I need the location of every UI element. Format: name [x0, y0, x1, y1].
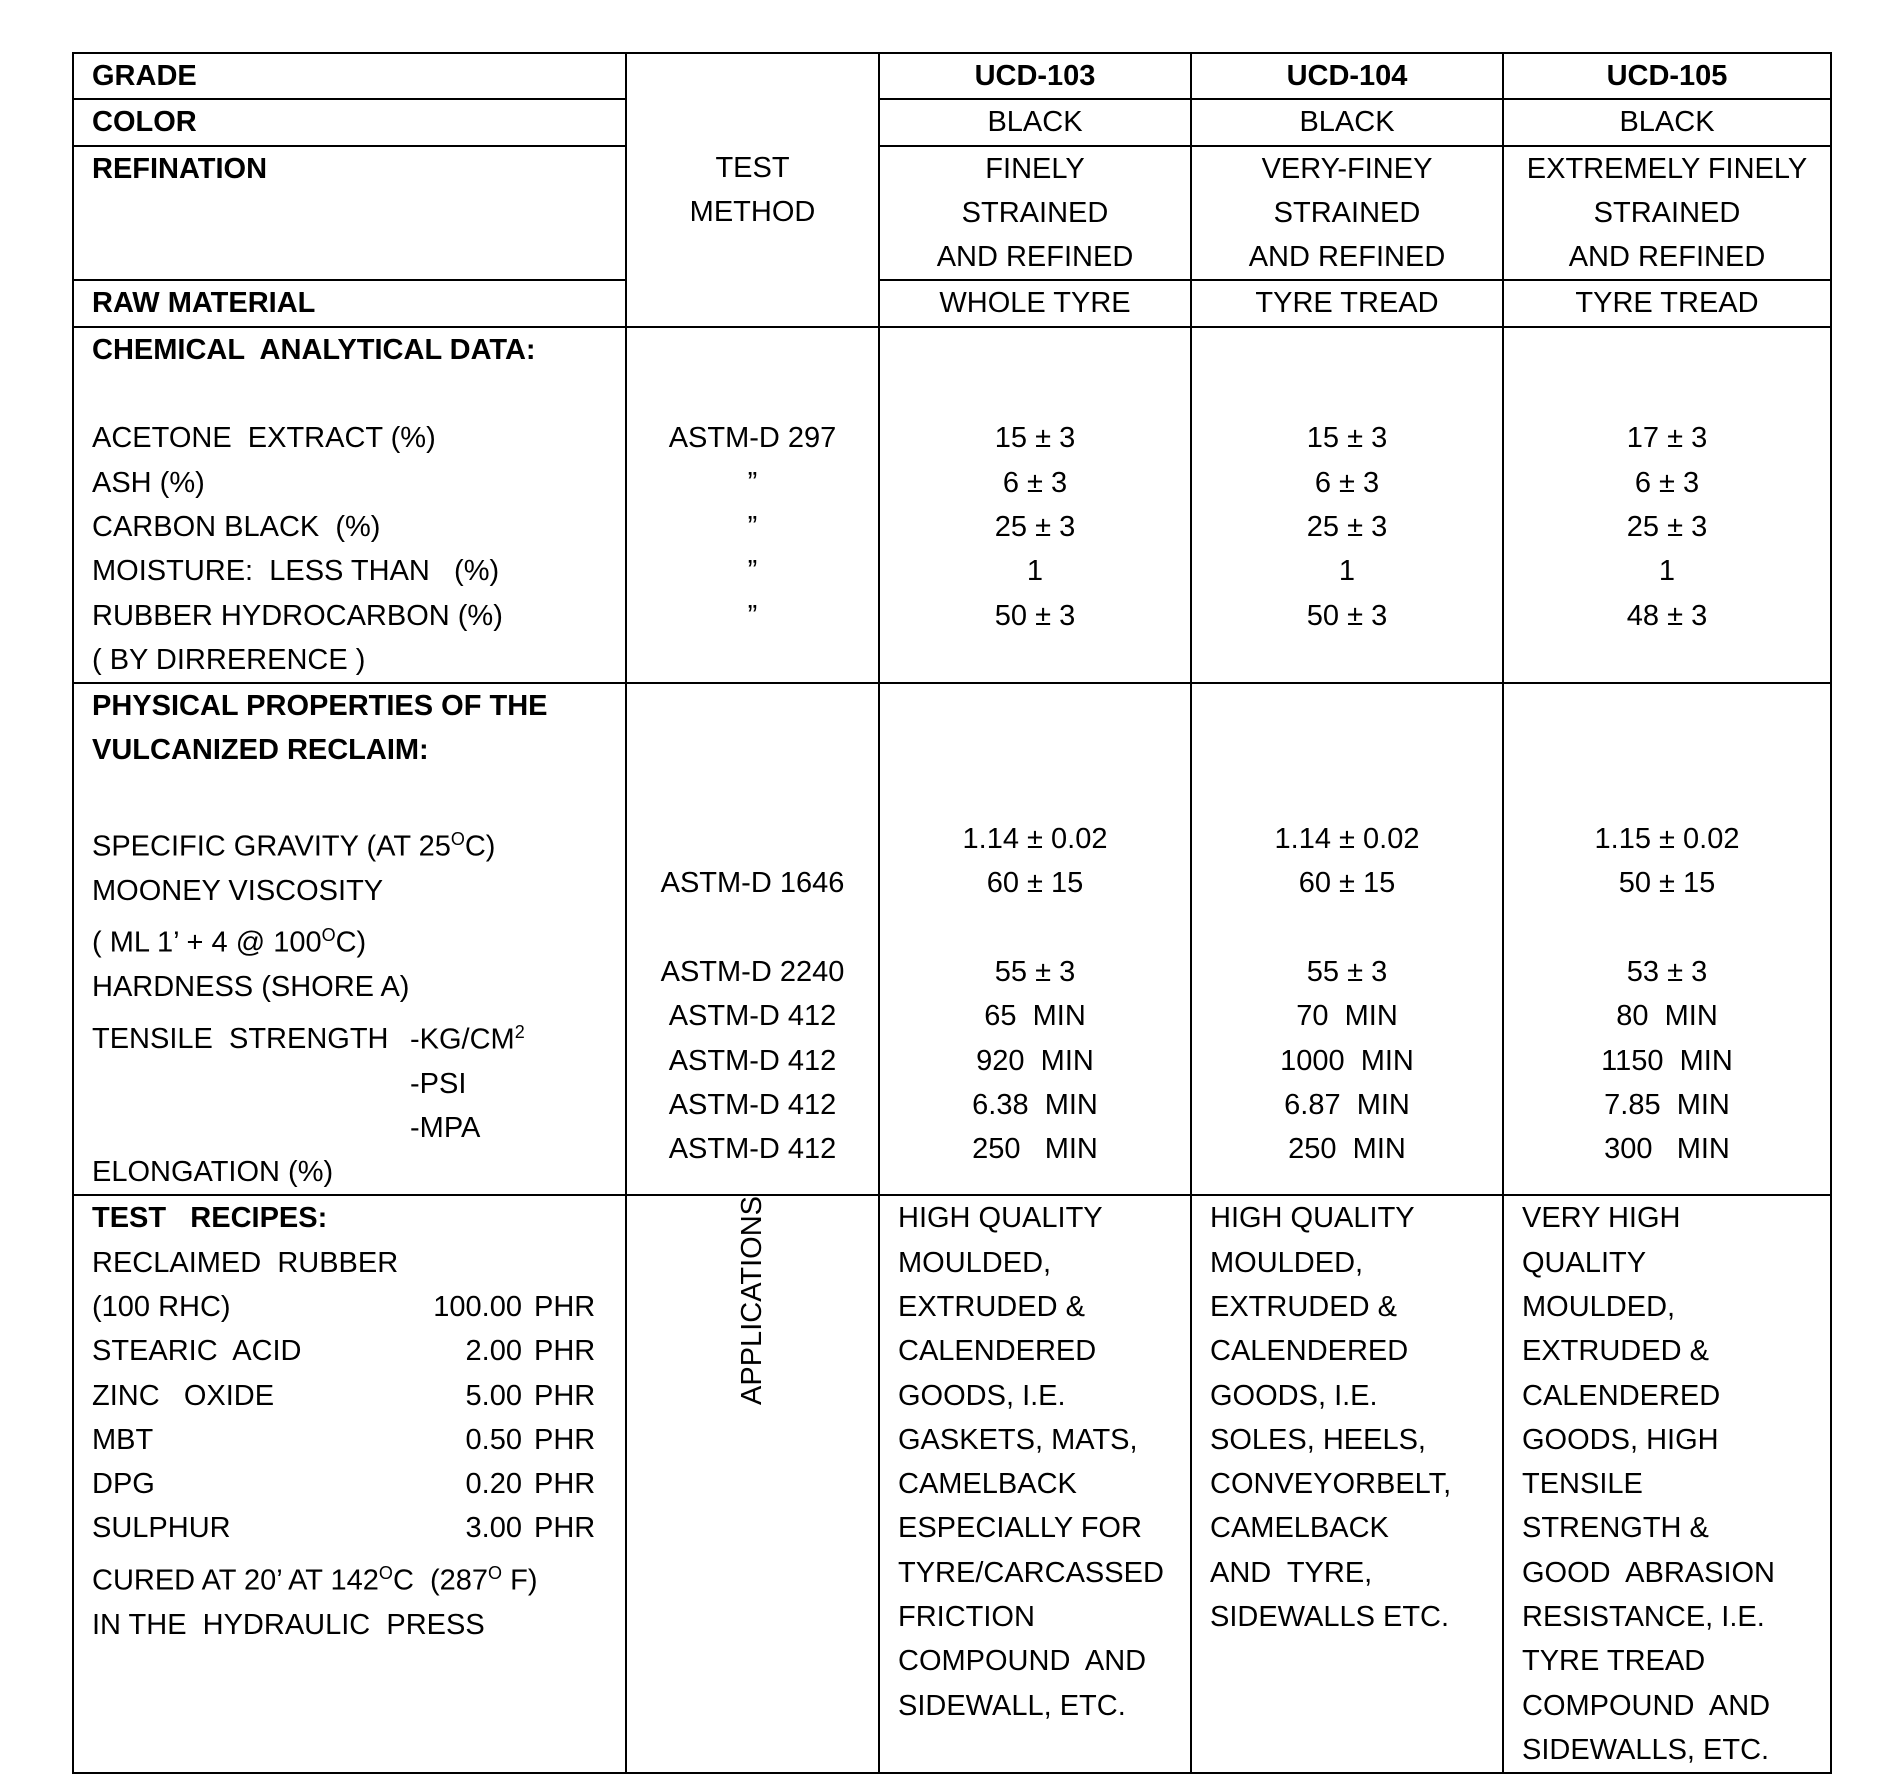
refination-ucd-104 [1191, 146, 1503, 281]
recipe-value: 0.20 [465, 1468, 522, 1501]
tensile-unit: -MPA [410, 1111, 481, 1144]
spec-table [72, 52, 1832, 1774]
recipes-cell [73, 1195, 626, 1773]
recipe-unit: PHR [534, 1335, 596, 1368]
refination-line: VERY-FINEY [1261, 152, 1433, 185]
application-line: MOULDED, [1522, 1290, 1676, 1323]
chemical-value: 50 ± 3 [1306, 599, 1388, 632]
application-line: TYRE/CARCASSED [898, 1556, 1164, 1589]
application-line: AND TYRE, [1210, 1556, 1373, 1589]
recipe-item [92, 1418, 625, 1462]
mooney-value: 60 ± 15 [986, 867, 1084, 900]
recipe-unit: PHR [534, 1468, 596, 1501]
physical-heading-line-2: VULCANIZED RECLAIM: [92, 734, 429, 767]
chemical-value: 25 ± 3 [1626, 510, 1708, 543]
application-line: CAMELBACK [1210, 1512, 1389, 1545]
chemical-value: 50 ± 3 [994, 599, 1076, 632]
refination-row [73, 146, 1831, 281]
applications-ucd-103 [879, 1195, 1191, 1773]
tensile-label: TENSILE STRENGTH [92, 1023, 389, 1056]
mooney-sub-label [92, 913, 625, 965]
recipe-name: STEARIC ACID [92, 1335, 302, 1368]
application-line: CONVEYORBELT, [1210, 1468, 1452, 1501]
specific-gravity-value: 1.14 ± 0.02 [1274, 823, 1420, 856]
spacer [880, 328, 1190, 372]
recipes-section [73, 1195, 1831, 1773]
chemical-method: ” [747, 599, 758, 632]
refination-line: STRAINED [1593, 196, 1741, 229]
degree-superscript: O [321, 925, 336, 946]
spacer [1192, 372, 1502, 416]
spacer [880, 773, 1190, 817]
chemical-labels [73, 327, 626, 683]
spacer [92, 773, 625, 817]
application-line: CAMELBACK [898, 1468, 1077, 1501]
elongation-value: 250 MIN [972, 1133, 1098, 1166]
spacer [1504, 372, 1830, 416]
tensile-value: 6.87 MIN [1284, 1088, 1410, 1121]
tensile-value: 1000 MIN [1280, 1044, 1414, 1077]
elongation-value: 250 MIN [1288, 1133, 1406, 1166]
spacer [1504, 328, 1830, 372]
recipe-name: (100 RHC) [92, 1290, 231, 1323]
application-line: SIDEWALL, ETC. [898, 1689, 1126, 1722]
mooney-value: 60 ± 15 [1298, 867, 1396, 900]
application-line: CALENDERED [1210, 1335, 1409, 1368]
application-line: SIDEWALLS, ETC. [1522, 1733, 1770, 1766]
application-line: SOLES, HEELS, [1210, 1423, 1426, 1456]
refination-label: REFINATION [73, 146, 626, 281]
tensile-value: 80 MIN [1616, 1000, 1718, 1033]
test-method-line-1: TEST [715, 151, 790, 184]
refination-line: STRAINED [1273, 196, 1421, 229]
chemical-row-label: ASH (%) [92, 466, 205, 499]
applications-ucd-104 [1191, 1195, 1503, 1773]
recipe-item [92, 1462, 625, 1506]
applications-label: APPLICATIONS [736, 1196, 769, 1406]
unit-superscript: 2 [514, 1021, 525, 1042]
physical-methods [626, 683, 879, 1195]
recipes-heading: TEST RECIPES: [92, 1202, 328, 1235]
hardness-value: 55 ± 3 [994, 955, 1076, 988]
hardness-label: HARDNESS (SHORE A) [92, 971, 410, 1004]
color-ucd-104: BLACK [1191, 99, 1503, 145]
recipes-intro: RECLAIMED RUBBER [92, 1246, 399, 1279]
physical-section [73, 683, 1831, 1195]
chemical-note: ( BY DIRRERENCE ) [92, 643, 366, 676]
cure-text: C (287 [392, 1564, 489, 1597]
application-line: ESPECIALLY FOR [898, 1512, 1142, 1545]
tensile-value: 7.85 MIN [1604, 1088, 1730, 1121]
spacer [880, 728, 1190, 772]
application-line: STRENGTH & [1522, 1512, 1709, 1545]
tensile-unit-row [92, 1106, 625, 1150]
application-line: GOODS, I.E. [1210, 1379, 1378, 1412]
recipe-name: MBT [92, 1423, 154, 1456]
chemical-value: 17 ± 3 [1626, 422, 1708, 455]
application-line: FRICTION [898, 1601, 1035, 1634]
chemical-row-label: MOISTURE: LESS THAN (%) [92, 555, 500, 588]
chemical-method: ” [747, 466, 758, 499]
elongation-value: 300 MIN [1604, 1133, 1730, 1166]
spacer [627, 328, 878, 372]
chemical-row-label: RUBBER HYDROCARBON (%) [92, 599, 503, 632]
physical-heading-line-1: PHYSICAL PROPERTIES OF THE [92, 690, 548, 723]
tensile-unit-row [92, 1062, 625, 1106]
chemical-method: ASTM-D 297 [668, 422, 837, 455]
application-line: GOOD ABRASION [1522, 1556, 1775, 1589]
refination-line: AND REFINED [936, 241, 1134, 274]
recipe-item [92, 1329, 625, 1373]
label-text: C) [464, 830, 496, 863]
spacer [1192, 328, 1502, 372]
spacer [92, 372, 625, 416]
recipe-unit: PHR [534, 1379, 596, 1412]
mooney-method: ASTM-D 1646 [660, 867, 845, 900]
physical-values-ucd-103 [879, 683, 1191, 1195]
elongation-label: ELONGATION (%) [92, 1156, 334, 1189]
physical-values-ucd-104 [1191, 683, 1503, 1195]
chemical-value: 1 [1658, 555, 1676, 588]
mooney-label: MOONEY VISCOSITY [92, 875, 384, 907]
application-line: TENSILE [1522, 1468, 1643, 1501]
tensile-method: ASTM-D 412 [668, 1088, 837, 1121]
application-line: COMPOUND AND [898, 1645, 1147, 1678]
application-line: HIGH QUALITY [898, 1202, 1103, 1235]
chemical-value: 6 ± 3 [1314, 466, 1380, 499]
chemical-values-ucd-103 [879, 327, 1191, 683]
grade-name-ucd-103: UCD-103 [879, 53, 1191, 99]
color-label: COLOR [73, 99, 626, 145]
tensile-label-row [92, 1010, 625, 1062]
application-line: MOULDED, [1210, 1246, 1364, 1279]
application-line: VERY HIGH [1522, 1202, 1681, 1235]
grade-name-ucd-104: UCD-104 [1191, 53, 1503, 99]
grade-row [73, 53, 1831, 99]
chemical-value: 48 ± 3 [1626, 599, 1708, 632]
chemical-values-ucd-105 [1503, 327, 1831, 683]
chemical-value: 25 ± 3 [994, 510, 1076, 543]
test-method-header [626, 53, 879, 327]
recipe-unit: PHR [534, 1290, 596, 1323]
recipe-value: 5.00 [465, 1379, 522, 1412]
spacer [627, 684, 878, 728]
recipe-value: 0.50 [465, 1423, 522, 1456]
application-line: GOODS, I.E. [898, 1379, 1066, 1412]
tensile-value: 70 MIN [1296, 1000, 1398, 1033]
spacer [1504, 906, 1830, 950]
raw-material-ucd-104: TYRE TREAD [1191, 280, 1503, 326]
degree-superscript: O [450, 829, 465, 850]
refination-ucd-103 [879, 146, 1191, 281]
chemical-value: 15 ± 3 [994, 422, 1076, 455]
application-line: EXTRUDED & [1210, 1290, 1397, 1323]
application-line: CALENDERED [898, 1335, 1097, 1368]
recipe-name: ZINC OXIDE [92, 1379, 275, 1412]
elongation-method: ASTM-D 412 [668, 1133, 837, 1166]
spacer [880, 372, 1190, 416]
label-text: SPECIFIC GRAVITY (AT 25 [92, 830, 451, 863]
refination-ucd-105 [1503, 146, 1831, 281]
tensile-method: ASTM-D 412 [668, 1000, 837, 1033]
chemical-section [73, 327, 1831, 683]
raw-material-row [73, 280, 1831, 326]
recipe-item [92, 1374, 625, 1418]
recipe-unit: PHR [534, 1423, 596, 1456]
physical-labels [73, 683, 626, 1195]
spacer [1192, 684, 1502, 728]
raw-material-ucd-103: WHOLE TYRE [879, 280, 1191, 326]
hardness-method: ASTM-D 2240 [660, 955, 845, 988]
spacer [1504, 728, 1830, 772]
application-line: SIDEWALLS ETC. [1210, 1601, 1450, 1634]
application-line: COMPOUND AND [1522, 1689, 1771, 1722]
color-ucd-103: BLACK [879, 99, 1191, 145]
application-line: EXTRUDED & [898, 1290, 1085, 1323]
hardness-value: 53 ± 3 [1626, 955, 1708, 988]
recipe-item [92, 1285, 625, 1329]
application-line: HIGH QUALITY [1210, 1202, 1415, 1235]
refination-line: FINELY [985, 152, 1085, 185]
recipe-value: 3.00 [465, 1512, 522, 1545]
applications-ucd-105 [1503, 1195, 1831, 1773]
tensile-method: ASTM-D 412 [668, 1044, 837, 1077]
degree-superscript: O [378, 1562, 393, 1583]
spacer [627, 817, 878, 861]
label-text: ( ML 1’ + 4 @ 100 [92, 926, 322, 959]
physical-values-ucd-105 [1503, 683, 1831, 1195]
tensile-value: 6.38 MIN [972, 1088, 1098, 1121]
applications-vertical-wrap [627, 1196, 878, 1580]
chemical-method: ” [747, 510, 758, 543]
color-row [73, 99, 1831, 145]
press-line: IN THE HYDRAULIC PRESS [92, 1608, 485, 1641]
chemical-value: 6 ± 3 [1002, 466, 1068, 499]
spacer [1192, 728, 1502, 772]
application-line: MOULDED, [898, 1246, 1052, 1279]
specific-gravity-value: 1.15 ± 0.02 [1594, 823, 1740, 856]
application-line: GASKETS, MATS, [898, 1423, 1138, 1456]
recipe-value: 2.00 [465, 1335, 522, 1368]
chemical-heading: CHEMICAL ANALYTICAL DATA: [92, 333, 536, 366]
refination-line: AND REFINED [1568, 241, 1766, 274]
chemical-value: 1 [1026, 555, 1044, 588]
spacer [627, 906, 878, 950]
label-text: C) [335, 926, 367, 959]
chemical-methods [626, 327, 879, 683]
chemical-method: ” [747, 555, 758, 588]
tensile-value: 920 MIN [976, 1044, 1094, 1077]
spacer [1192, 773, 1502, 817]
refination-line: EXTREMELY FINELY [1526, 152, 1808, 185]
application-line: RESISTANCE, I.E. [1522, 1601, 1765, 1634]
application-line: GOODS, HIGH [1522, 1423, 1719, 1456]
application-line: EXTRUDED & [1522, 1335, 1709, 1368]
applications-label-cell [626, 1195, 879, 1773]
chemical-value: 15 ± 3 [1306, 422, 1388, 455]
spacer [1192, 906, 1502, 950]
refination-line: AND REFINED [1248, 241, 1446, 274]
chemical-values-ucd-104 [1191, 327, 1503, 683]
hardness-value: 55 ± 3 [1306, 955, 1388, 988]
recipe-unit: PHR [534, 1512, 596, 1545]
chemical-value: 6 ± 3 [1634, 466, 1700, 499]
spacer [880, 906, 1190, 950]
chemical-row-label: CARBON BLACK (%) [92, 510, 381, 543]
tensile-value: 65 MIN [984, 1000, 1086, 1033]
cure-text: CURED AT 20’ AT 142 [92, 1564, 379, 1597]
recipe-value: 100.00 [433, 1290, 522, 1323]
application-line: CALENDERED [1522, 1379, 1721, 1412]
test-method-line-2: METHOD [689, 195, 816, 228]
cure-text: F) [502, 1564, 538, 1597]
grade-name-ucd-105: UCD-105 [1503, 53, 1831, 99]
specific-gravity-label [92, 817, 625, 869]
spacer [1504, 773, 1830, 817]
spacer [1504, 684, 1830, 728]
application-line: TYRE TREAD [1522, 1645, 1706, 1678]
spacer [880, 684, 1190, 728]
tensile-unit: -PSI [410, 1067, 467, 1100]
cure-line [92, 1551, 625, 1603]
mooney-value: 50 ± 15 [1618, 867, 1716, 900]
color-ucd-105: BLACK [1503, 99, 1831, 145]
spacer [627, 728, 878, 772]
grade-label: GRADE [73, 53, 626, 99]
degree-superscript: O [488, 1562, 503, 1583]
raw-material-ucd-105: TYRE TREAD [1503, 280, 1831, 326]
chemical-value: 1 [1338, 555, 1356, 588]
application-line: QUALITY [1522, 1246, 1647, 1279]
chemical-row-label: ACETONE EXTRACT (%) [92, 422, 436, 455]
tensile-unit: -KG/CM [410, 1023, 515, 1056]
recipe-name: DPG [92, 1468, 155, 1501]
recipe-item [92, 1506, 625, 1550]
refination-line: STRAINED [961, 196, 1109, 229]
raw-material-label: RAW MATERIAL [73, 280, 626, 326]
tensile-value: 1150 MIN [1601, 1044, 1733, 1077]
spacer [627, 773, 878, 817]
chemical-value: 25 ± 3 [1306, 510, 1388, 543]
recipe-name: SULPHUR [92, 1512, 231, 1545]
spacer [627, 372, 878, 416]
specific-gravity-value: 1.14 ± 0.02 [962, 823, 1108, 856]
